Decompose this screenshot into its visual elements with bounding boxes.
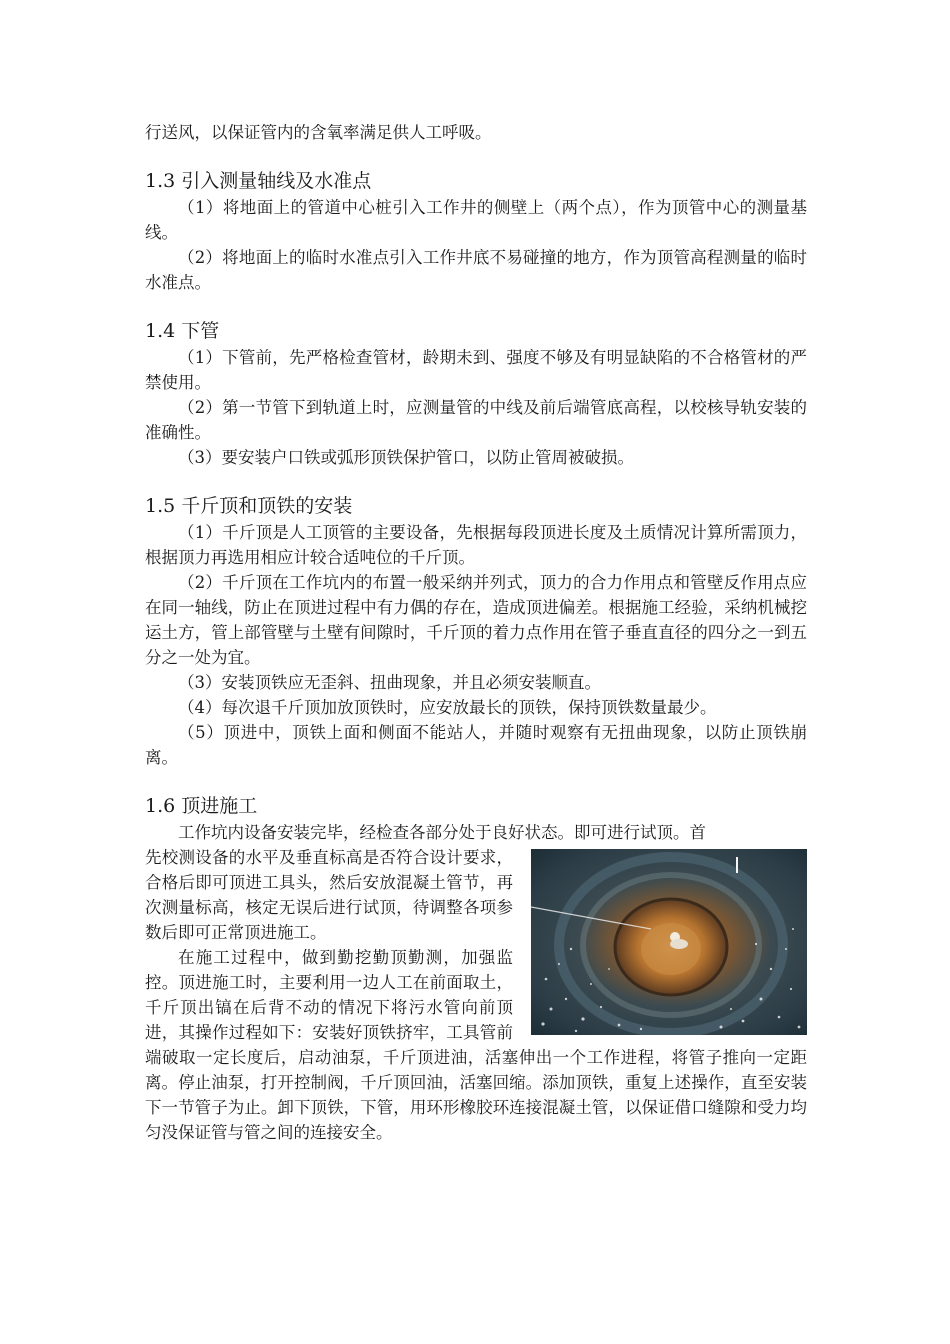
paragraph: （2）千斤顶在工作坑内的布置一般采纳并列式，顶力的合力作用点和管壁反作用点应在同一轴线，防止在顶进过程中有力偶的存在，造成顶进偏差。根据施工经验，采纳机械挖运土方，管上部管壁与土壁有间隙时，千斤顶的着力点作用在管子垂直直径的四分之一到五分之一处为宜。	[145, 573, 807, 667]
section-heading-1-3: 1.3 引入测量轴线及水准点	[145, 170, 372, 192]
section-heading-1-5: 1.5 千斤顶和顶铁的安装	[145, 495, 353, 517]
pipe-jacking-photo	[531, 849, 807, 1035]
paragraph: （1）千斤顶是人工顶管的主要设备，先根据每段顶进长度及土质情况计算所需顶力，根据顶力再选用相应计较合适吨位的千斤顶。	[145, 523, 807, 567]
paragraph-first-line: 工作坑内设备安装完毕，经检查各部分处于良好状态。即可进行试顶。首	[178, 823, 706, 842]
paragraph: （1）将地面上的管道中心桩引入工作井的侧壁上（两个点），作为顶管中心的测量基线。	[145, 198, 807, 242]
paragraph: （3）要安装户口铁或弧形顶铁保护管口，以防止管周被破损。	[178, 448, 634, 467]
section-heading-1-6: 1.6 顶进施工	[145, 795, 258, 817]
paragraph-continued: 先校测设备的水平及垂直标高是否符合设计要求，合格后即可顶进工具头，然后安放混凝土管节，再次测量标高，核定无误后进行试顶，待调整各项参数后即可正常顶进施工。	[145, 848, 513, 942]
paragraph: （2）第一节管下到轨道上时，应测量管的中线及前后端管底高程，以校核导轨安装的准确性。	[145, 398, 807, 442]
section-heading-1-4: 1.4 下管	[145, 320, 220, 342]
paragraph: 在施工过程中，做到勤挖勤顶勤测，加强监控。顶进施工时，主要利用一边人工在前面取土，千斤顶出镐在后背不动的情况下将污水管向前顶进，其操作过程如下：安装好顶铁挤牢，工具管前端破取一定长度后，启动油泵，千斤顶进油，活塞伸出一个工作进程，将管子推向一定距离。停止油泵，打开控制阀，千斤顶回油，活塞回缩。添加顶铁，重复上述操作，直至安装下一节管子为止。卸下顶铁，下管，用环形橡胶环连接混凝土管，以保证借口缝隙和受力均匀没保证管与管之间的连接安全。	[145, 948, 807, 1142]
intro-text: 行送风，以保证管内的含氧率满足供人工呼吸。	[145, 123, 492, 142]
paragraph: （3）安装顶铁应无歪斜、扭曲现象，并且必须安装顺直。	[178, 673, 601, 692]
paragraph: （4）每次退千斤顶加放顶铁时，应安放最长的顶铁，保持顶铁数量最少。	[178, 698, 717, 717]
document-page	[145, 120, 807, 1145]
paragraph: （2）将地面上的临时水准点引入工作井底不易碰撞的地方，作为顶管高程测量的临时水准点。	[145, 248, 807, 292]
paragraph: （5）顶进中，顶铁上面和侧面不能站人，并随时观察有无扭曲现象，以防止顶铁崩离。	[145, 723, 807, 767]
paragraph: （1）下管前，先严格检查管材，龄期未到、强度不够及有明显缺陷的不合格管材的严禁使用。	[145, 348, 807, 392]
